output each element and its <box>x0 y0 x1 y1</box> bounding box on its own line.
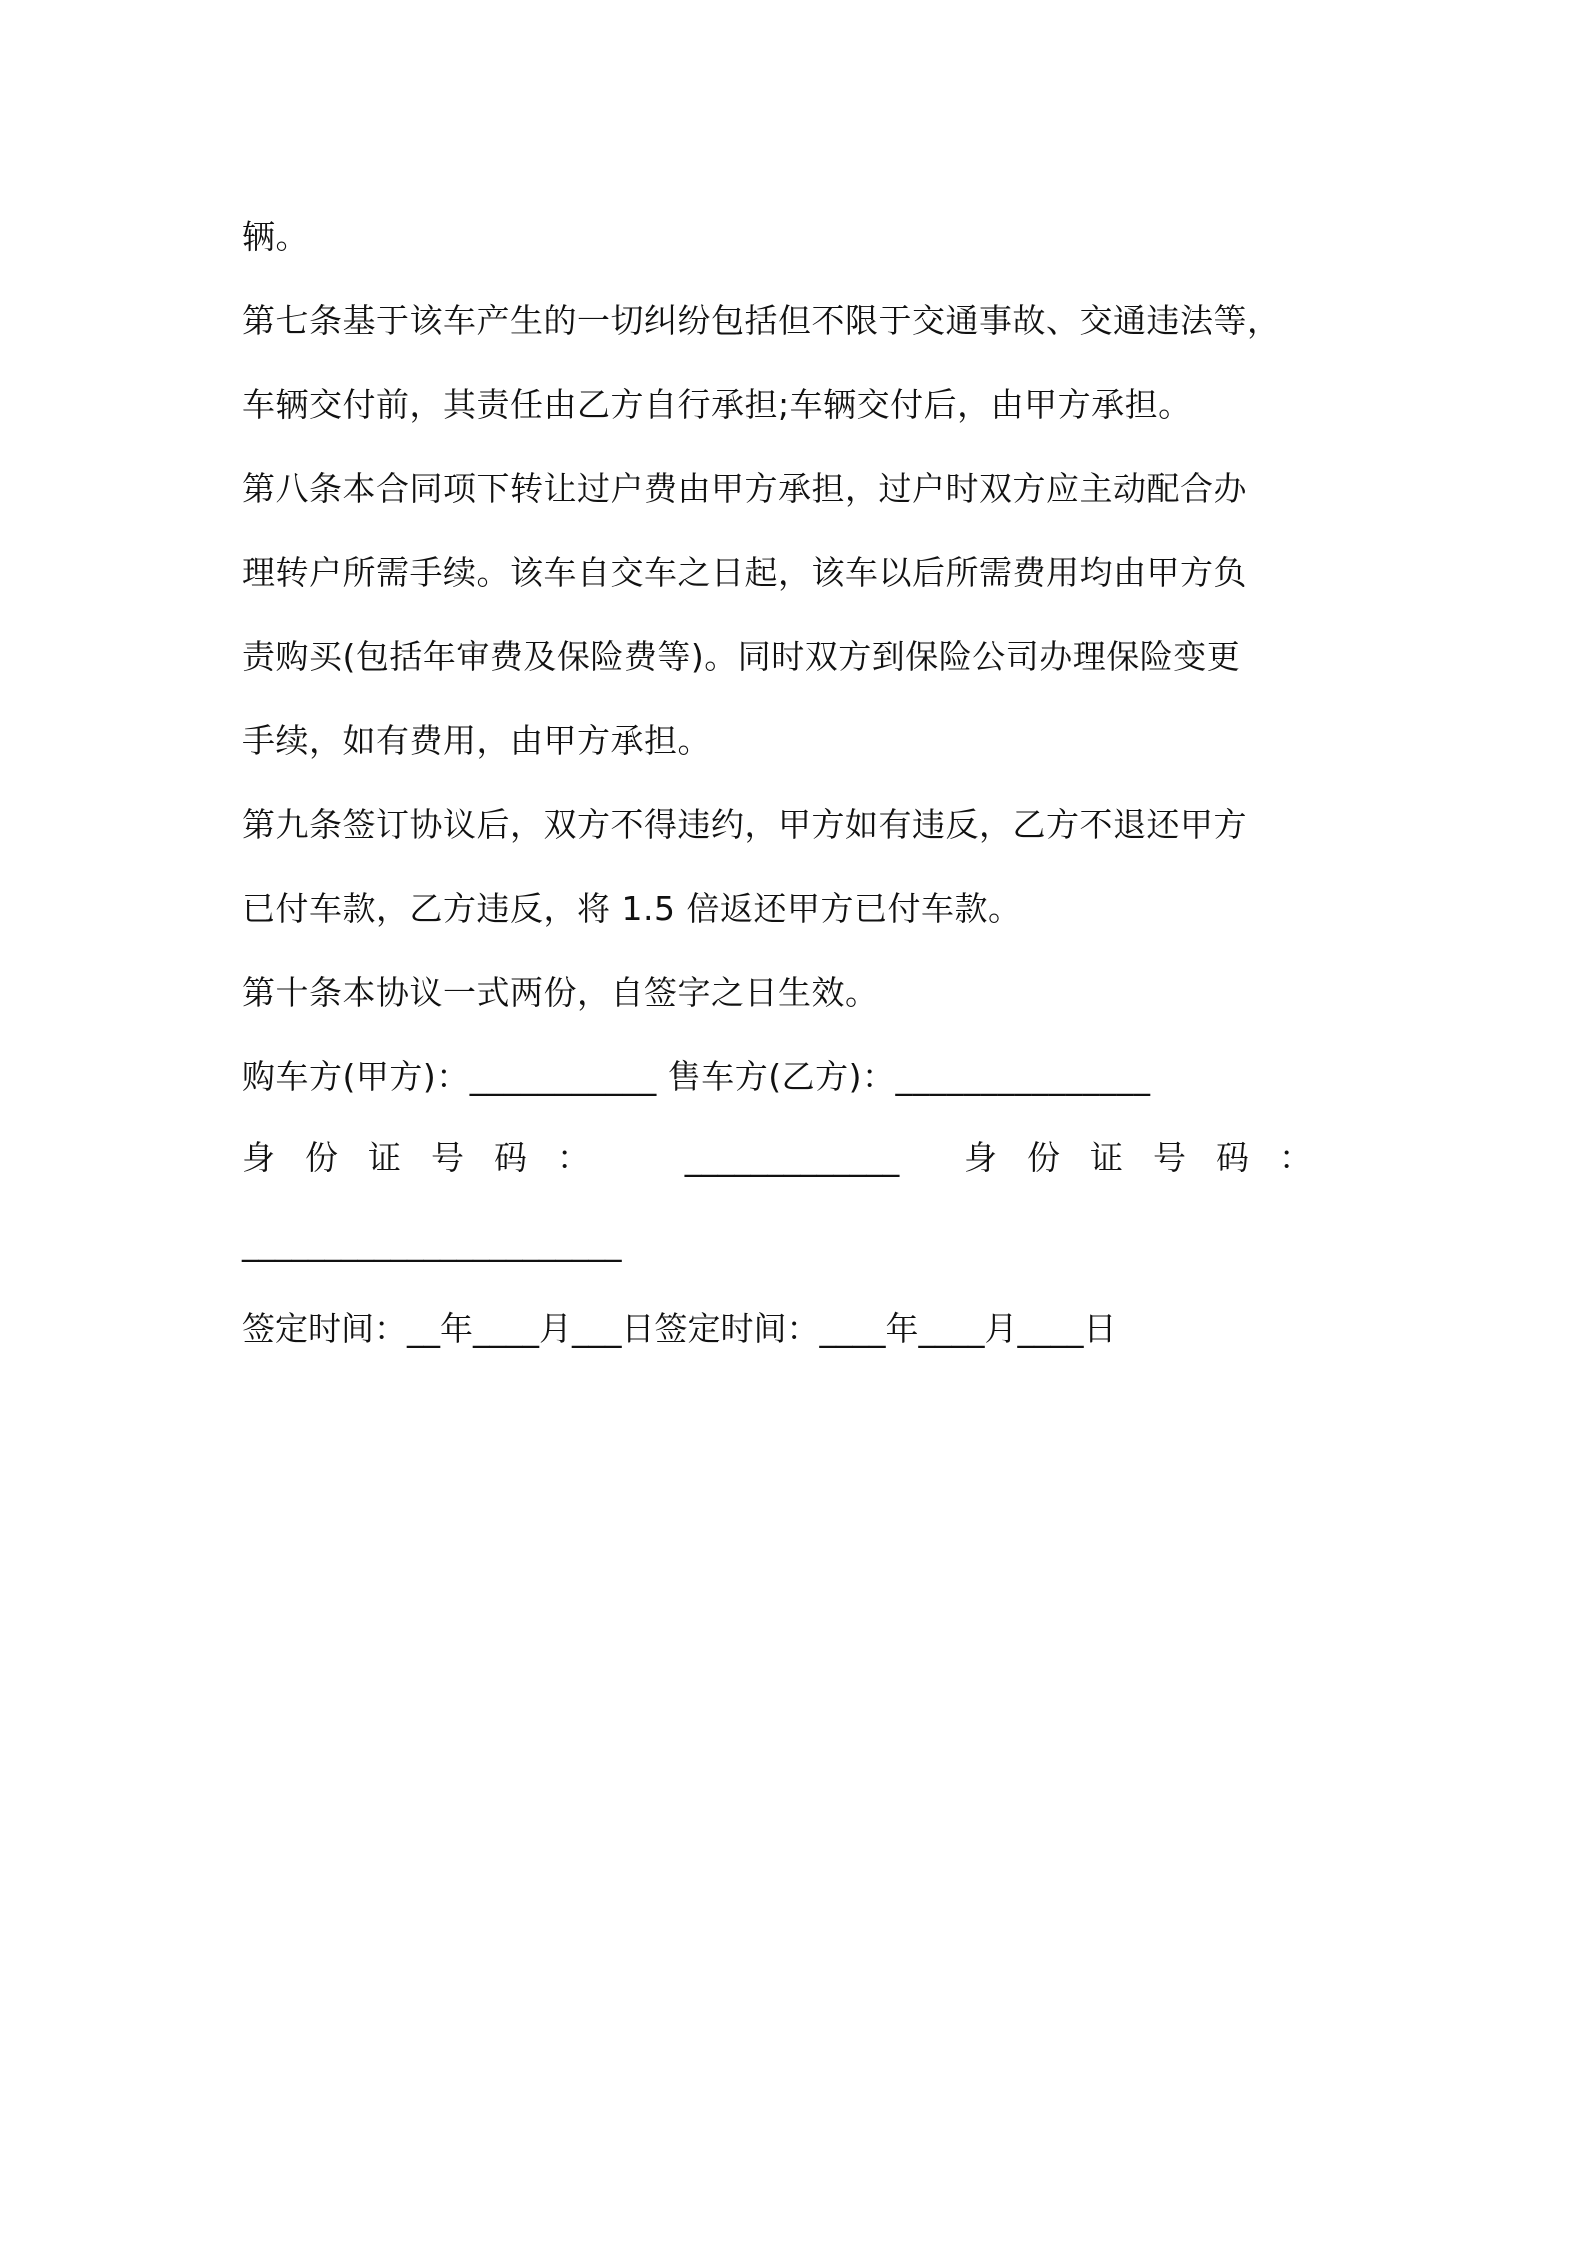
paragraph-line: 责购买(包括年审费及保险费等)。同时双方到保险公司办理保险变更 <box>242 637 1241 676</box>
seller-id-label: 身份证号码： <box>964 1138 1342 1177</box>
paragraph-line: 已付车款，乙方违反，将 1.5 倍返还甲方已付车款。 <box>242 889 1022 928</box>
paragraph-line: 理转户所需手续。该车自交车之日起，该车以后所需费用均由甲方负 <box>242 553 1247 592</box>
paragraph-line: 第八条本合同项下转让过户费由甲方承担，过户时双方应主动配合办 <box>242 469 1247 508</box>
document-body <box>242 195 1392 1371</box>
paragraph-line: 第九条签订协议后，双方不得违约，甲方如有违反，乙方不退还甲方 <box>242 805 1247 844</box>
paragraph-line: 车辆交付前，其责任由乙方自行承担;车辆交付后，由甲方承担。 <box>242 385 1192 424</box>
paragraph-line: 手续，如有费用，由甲方承担。 <box>242 721 711 760</box>
signing-date-line: 签定时间：__年____月___日签定时间：____年____月____日 <box>242 1309 1117 1348</box>
buyer-id-blank: _____________ <box>684 1138 900 1177</box>
paragraph-line: 辆。 <box>242 217 309 256</box>
parties-signature-line: 购车方(甲方)：___________ 售车方(乙方)：_______________ <box>242 1057 1151 1096</box>
seller-id-blank: _______________________ <box>242 1223 622 1262</box>
buyer-id-label: 身份证号码： <box>242 1138 620 1177</box>
paragraph-line: 第十条本协议一式两份，自签字之日生效。 <box>242 973 879 1012</box>
paragraph-line: 第七条基于该车产生的一切纠纷包括但不限于交通事故、交通违法等， <box>242 301 1281 340</box>
id-number-line <box>242 1125 1342 1191</box>
